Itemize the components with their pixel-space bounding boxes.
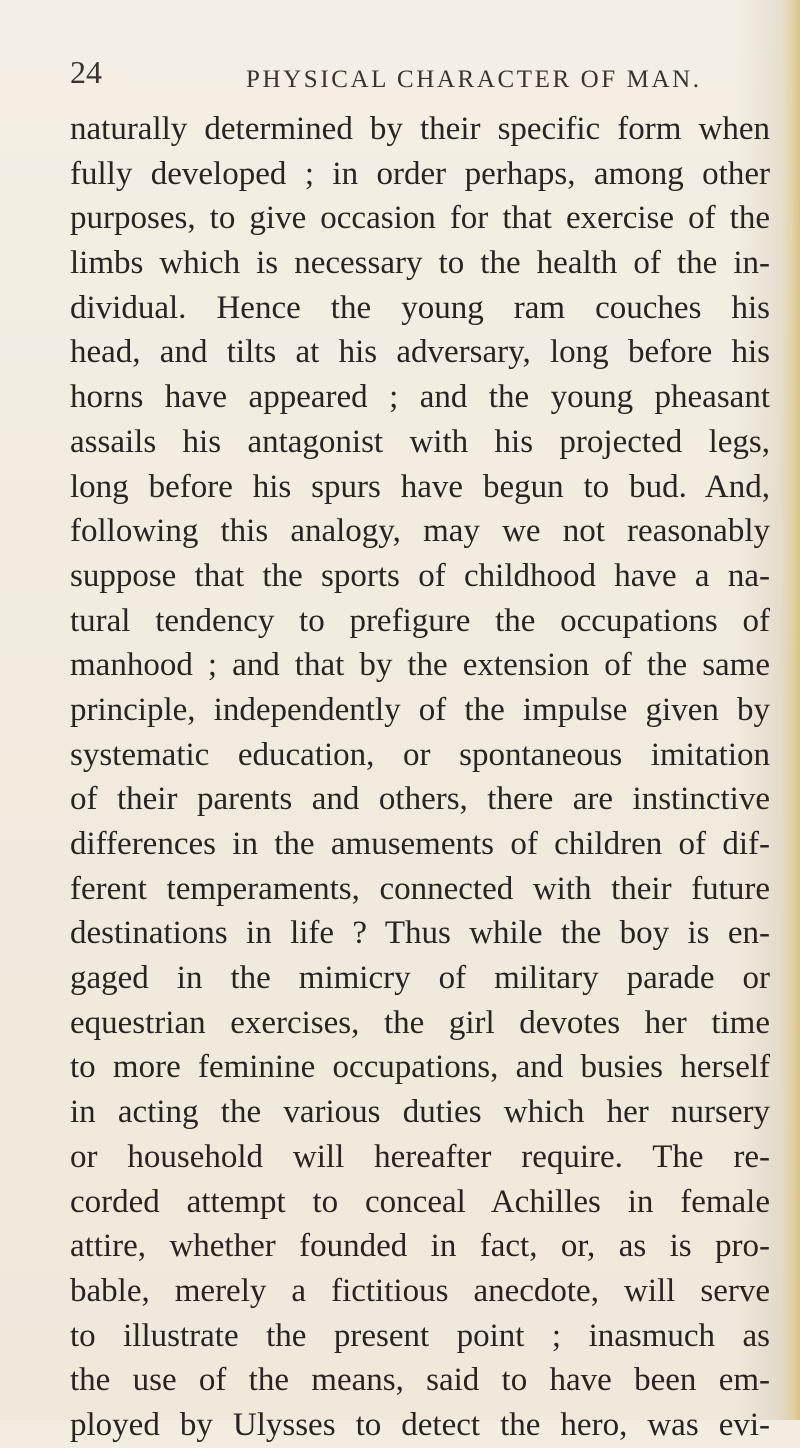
text-line: corded attempt to conceal Achilles in female — [70, 1183, 770, 1220]
text-line: principle, independently of the impulse given by — [70, 691, 770, 728]
text-line: head, and tilts at his adversary, long before his — [70, 334, 770, 371]
page-header — [0, 54, 800, 104]
text-line: naturally determined by their specific form when — [70, 111, 770, 147]
page-edge-shading — [782, 0, 800, 1420]
text-line: long before his spurs have begun to bud. And, — [70, 468, 770, 505]
text-line: tural tendency to prefigure the occupations of — [70, 602, 770, 639]
page-number: 24 — [70, 54, 102, 90]
text-line: assails his antagonist with his projected legs, — [70, 423, 770, 460]
text-line: attire, whether founded in fact, or, as is pro- — [70, 1228, 770, 1265]
text-line: to illustrate the present point ; inasmuch as — [70, 1317, 770, 1354]
text-line: purposes, to give occasion for that exercise of the — [70, 200, 770, 237]
text-line: dividual. Hence the young ram couches his — [70, 289, 770, 326]
text-line: fully developed ; in order perhaps, among other — [70, 155, 770, 192]
text-line: suppose that the sports of childhood have a na- — [70, 557, 770, 594]
text-line: or household will hereafter require. The re- — [70, 1138, 770, 1175]
text-line: of their parents and others, there are instinctive — [70, 781, 770, 818]
text-line: in acting the various duties which her nursery — [70, 1094, 770, 1131]
text-line: ployed by Ulysses to detect the hero, was evi- — [70, 1406, 770, 1443]
text-line: gaged in the mimicry of military parade or — [70, 960, 770, 997]
text-line: to more feminine occupations, and busies herself — [70, 1049, 770, 1086]
text-line: the use of the means, said to have been em- — [70, 1362, 770, 1399]
text-line: destinations in life ? Thus while the boy is en- — [70, 915, 770, 952]
body-text — [70, 107, 770, 1448]
text-line: horns have appeared ; and the young pheasant — [70, 379, 770, 416]
text-line: manhood ; and that by the extension of the same — [70, 647, 770, 684]
text-line: differences in the amusements of children of dif- — [70, 826, 770, 862]
text-line: bable, merely a fictitious anecdote, will serve — [70, 1272, 770, 1309]
running-head: PHYSICAL CHARACTER OF MAN. — [246, 66, 702, 93]
text-line: following this analogy, may we not reasonably — [70, 513, 770, 550]
text-line: limbs which is necessary to the health of the in- — [70, 245, 770, 282]
text-line: systematic education, or spontaneous imitation — [70, 736, 770, 773]
text-line: equestrian exercises, the girl devotes her time — [70, 1004, 770, 1041]
text-line: ferent temperaments, connected with their future — [70, 870, 770, 907]
